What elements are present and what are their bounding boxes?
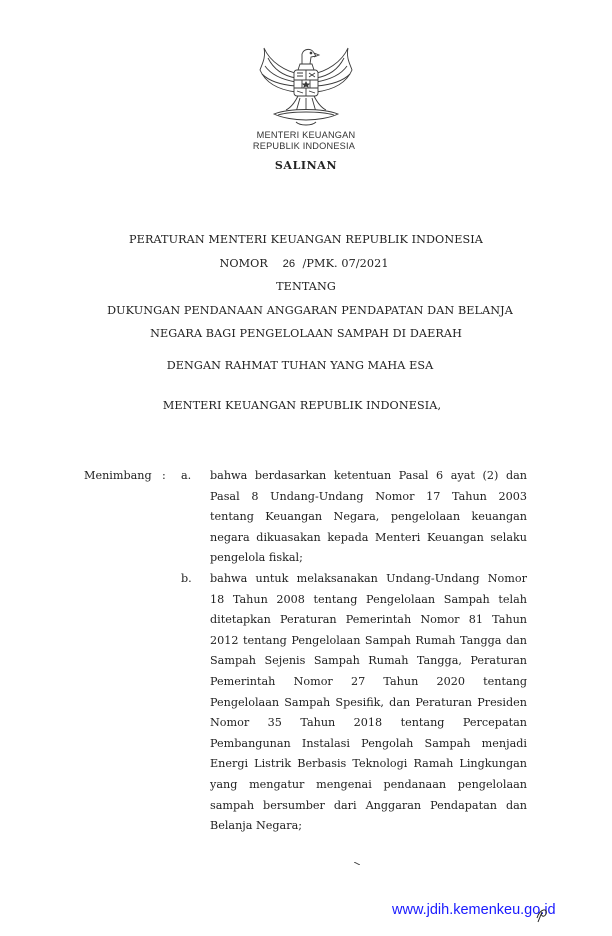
item-marker-b: b. [181,572,192,585]
text-line: sampah bersumber dari Anggaran Pendapatan dan [210,798,527,812]
subject-line-2: NEGARA BAGI PENGELOLAAN SAMPAH DI DAERAH [150,327,462,340]
text-line: yang mengatur mengenai pendanaan pengelolaan [210,777,527,791]
garuda-pancasila-emblem-icon [256,44,356,130]
text-line: Belanja Negara; [210,819,303,833]
text-line: tentang Keuangan Negara, pengelolaan keuangan [210,510,527,524]
text-line: bahwa berdasarkan ketentuan Pasal 6 ayat (2) dan [210,469,527,482]
regulation-number [0,257,610,270]
regulation-title: PERATURAN MENTERI KEUANGAN REPUBLIK INDONESIA [129,233,483,246]
item-marker-a: a. [181,469,192,482]
text-line: Pembangunan Instalasi Pengolah Sampah menjadi [210,736,527,750]
footer-website-link[interactable]: www.jdih.kemenkeu.go.id [392,902,556,918]
number-suffix: /PMK. 07/2021 [302,257,389,270]
considering-item-b [210,569,527,837]
text-line: 18 Tahun 2008 tentang Pengelolaan Sampah telah [210,592,527,606]
text-line: ditetapkan Peraturan Pemerintah Nomor 81 Tahun [210,613,527,627]
number-value: 26 [282,258,296,270]
initial-paraph-icon [534,906,550,924]
text-line: Energi Listrik Berbasis Teknologi Ramah Lingkungan [210,757,527,771]
number-label: NOMOR [219,257,268,270]
considering-label: Menimbang [84,469,152,482]
text-line: negara dikuasakan kepada Menteri Keuangan selaku [210,530,527,544]
blessing-line: DENGAN RAHMAT TUHAN YANG MAHA ESA [166,359,434,372]
text-line: Sampah Sejenis Sampah Rumah Tangga, Peraturan [210,654,527,668]
about-heading: TENTANG [276,280,336,293]
considering-item-a [210,466,527,569]
text-line: Pengelolaan Sampah Spesifik, dan Peraturan Presiden [210,695,527,709]
text-line: 2012 tentang Pengelolaan Sampah Rumah Tangga dan [210,633,527,647]
text-line: bahwa untuk melaksanakan Undang-Undang Nomor [210,572,527,585]
text-line: pengelola fiskal; [210,551,303,565]
subject-line-1: DUKUNGAN PENDANAAN ANGGARAN PENDAPATAN DAN BELANJA [107,304,513,317]
ministry-line-1: MENTERI KEUANGAN [256,130,356,140]
ministry-line-2: REPUBLIK INDONESIA [252,141,356,151]
considering-colon: : [162,469,166,482]
authority-line: MENTERI KEUANGAN REPUBLIK INDONESIA, [162,399,442,412]
text-line: Pasal 8 Undang-Undang Nomor 17 Tahun 2003 [210,489,527,503]
copy-label: SALINAN [274,159,338,172]
text-line: Pemerintah Nomor 27 Tahun 2020 tentang [210,674,527,688]
scan-mark-icon [354,862,360,865]
text-line: Nomor 35 Tahun 2018 tentang Percepatan [210,716,527,730]
